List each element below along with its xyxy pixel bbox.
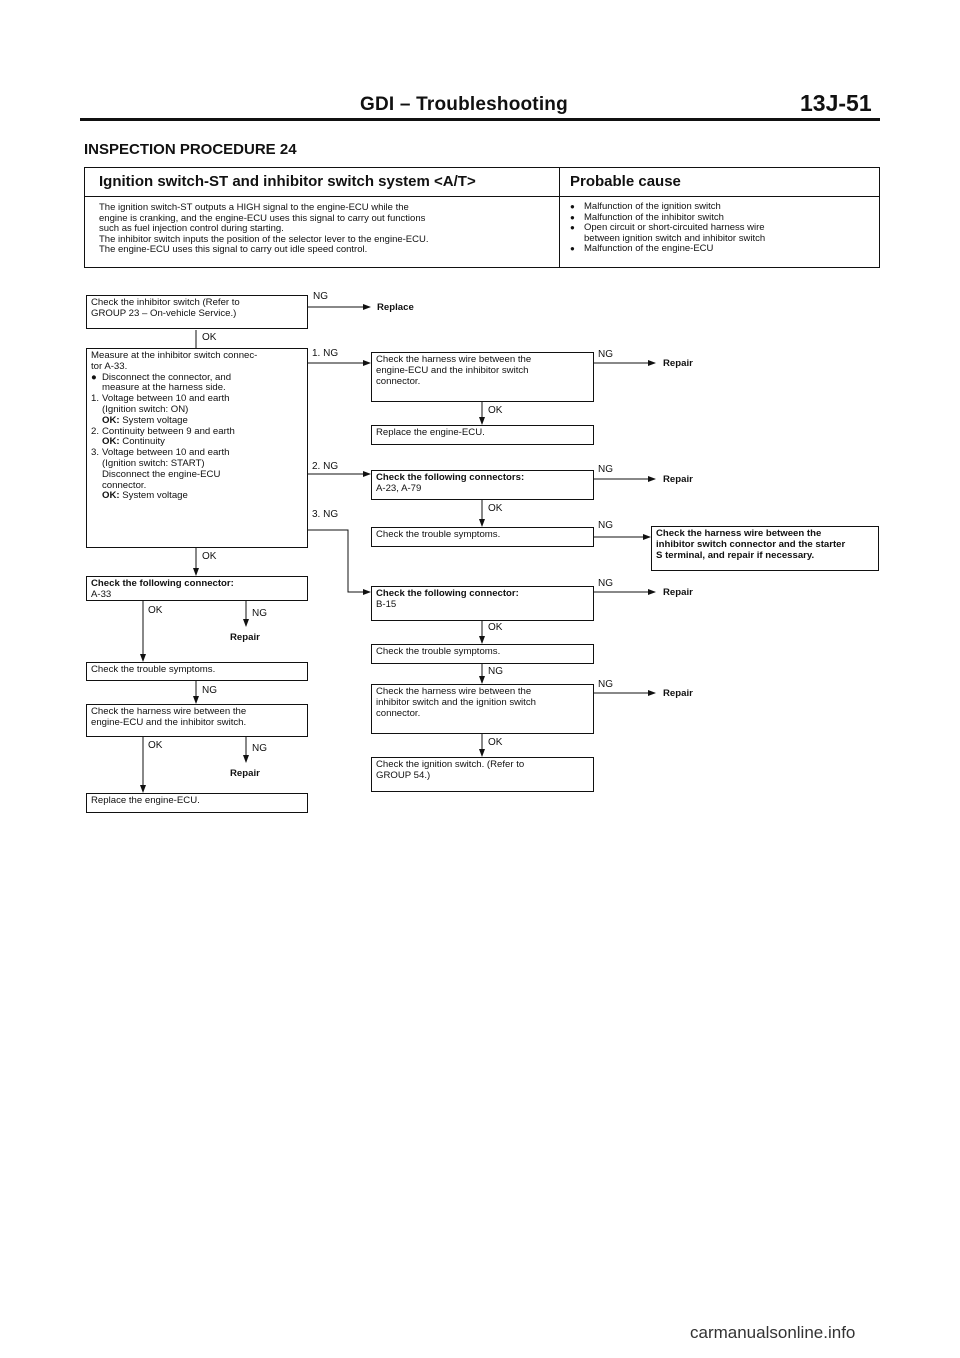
ng-3-label: 3. NG [312, 509, 339, 520]
page-number: 13J-51 [800, 90, 872, 116]
repair-action: Repair [663, 474, 693, 485]
cause-item-continued: between ignition switch and inhibitor switch [584, 232, 766, 244]
bullet-icon: ● [91, 371, 97, 383]
check-trouble-symptoms-box-mid: Check the trouble symptoms. [371, 527, 594, 547]
probable-cause-title: Probable cause [570, 173, 681, 190]
ng-label: NG [488, 666, 503, 677]
check-harness-starter-box: Check the harness wire between the inhibitor switch connector and the starter S terminal, and repair if necessary. [651, 526, 879, 571]
watermark: carmanualsonline.info [690, 1323, 856, 1342]
cause-item: ● Malfunction of the ignition switch [570, 201, 721, 212]
ng-label: NG [598, 578, 613, 589]
bullet-icon: ● [570, 202, 575, 211]
repair-action: Repair [663, 358, 693, 369]
ok-label: OK [202, 332, 217, 343]
description-line: such as fuel injection control during starting. [99, 223, 284, 235]
ok-label: OK [488, 503, 503, 514]
cause-item: ● Malfunction of the inhibitor switch [570, 211, 724, 223]
page-header-title: GDI – Troubleshooting [360, 94, 568, 115]
repair-action: Repair [230, 632, 260, 643]
check-connector-b15-box: Check the following connector: B-15 [371, 586, 594, 621]
repair-action: Repair [663, 587, 693, 598]
ok-label: OK [488, 737, 503, 748]
replace-engine-ecu-box-left: Replace the engine-ECU. [86, 793, 308, 813]
bullet-icon: ● [570, 223, 575, 233]
description-line: The inhibitor switch inputs the position of the selector lever to the engine-ECU. [99, 233, 429, 245]
description-line: The engine-ECU uses this signal to carry out idle speed control. [99, 244, 368, 256]
check-harness-ecu-inhibitor-box: Check the harness wire between the engine-ECU and the inhibitor switch. [86, 704, 308, 737]
symptom-title: Ignition switch-ST and inhibitor switch system <A/T> [99, 173, 476, 190]
description-line: engine is cranking, and the engine-ECU uses this signal to carry out functions [99, 212, 426, 224]
repair-action: Repair [663, 688, 693, 699]
ng-1-label: 1. NG [312, 348, 339, 359]
bullet-icon: ● [570, 212, 575, 222]
ok-label: OK [148, 605, 163, 616]
bullet-icon: ● [570, 244, 575, 254]
cause-item: ● Malfunction of the engine-ECU [570, 243, 714, 255]
check-trouble-symptoms-box-right: Check the trouble symptoms. [371, 644, 594, 664]
cause-item: ● Open circuit or short-circuited harness wire [570, 222, 765, 234]
check-connectors-a23-a79-box: Check the following connectors: A-23, A-79 [371, 470, 594, 500]
ng-label: NG [598, 520, 613, 531]
ng-label: NG [598, 679, 613, 690]
ok-label: OK [488, 405, 503, 416]
check-harness-ecu-inhibitor-connector-box: Check the harness wire between the engine-ECU and the inhibitor switch connector. [371, 352, 594, 402]
check-inhibitor-switch-box: Check the inhibitor switch (Refer to GROUP 23 – On-vehicle Service.) [86, 295, 308, 329]
ng-label: NG [598, 464, 613, 475]
check-connector-a33-box: Check the following connector: A-33 [86, 576, 308, 601]
check-ignition-switch-box: Check the ignition switch. (Refer to GROUP 54.) [371, 757, 594, 792]
ng-2-label: 2. NG [312, 461, 339, 472]
ng-label: NG [252, 743, 267, 754]
repair-action: Repair [230, 768, 260, 779]
check-trouble-symptoms-box-left: Check the trouble symptoms. [86, 662, 308, 681]
ok-label: OK [488, 622, 503, 633]
ng-label: NG [252, 608, 267, 619]
description-line: The ignition switch-ST outputs a HIGH signal to the engine-ECU while the [99, 202, 409, 213]
procedure-title: INSPECTION PROCEDURE 24 [84, 141, 297, 158]
ng-label: NG [598, 349, 613, 360]
replace-action: Replace [377, 302, 414, 313]
ng-label: NG [313, 291, 328, 302]
measure-connector-box: Measure at the inhibitor switch connec- tor A-33. ● Disconnect the connector, and measure at the harness side. 1. Voltage between 10 and earth (Ignition switch: ON) OK: System voltage 2. Continuity between 9 and earth OK: Continuity 3. Voltage between 10 and earth (Ignition switch: START) Disconnect the engine-ECU connector. OK: System voltage [86, 348, 308, 548]
ok-label: OK [202, 551, 217, 562]
check-harness-inhibitor-ignition-box: Check the harness wire between the inhibitor switch and the ignition switch connector. [371, 684, 594, 734]
ng-label: NG [202, 685, 217, 696]
replace-engine-ecu-box-mid: Replace the engine-ECU. [371, 425, 594, 445]
ok-label: OK [148, 740, 163, 751]
